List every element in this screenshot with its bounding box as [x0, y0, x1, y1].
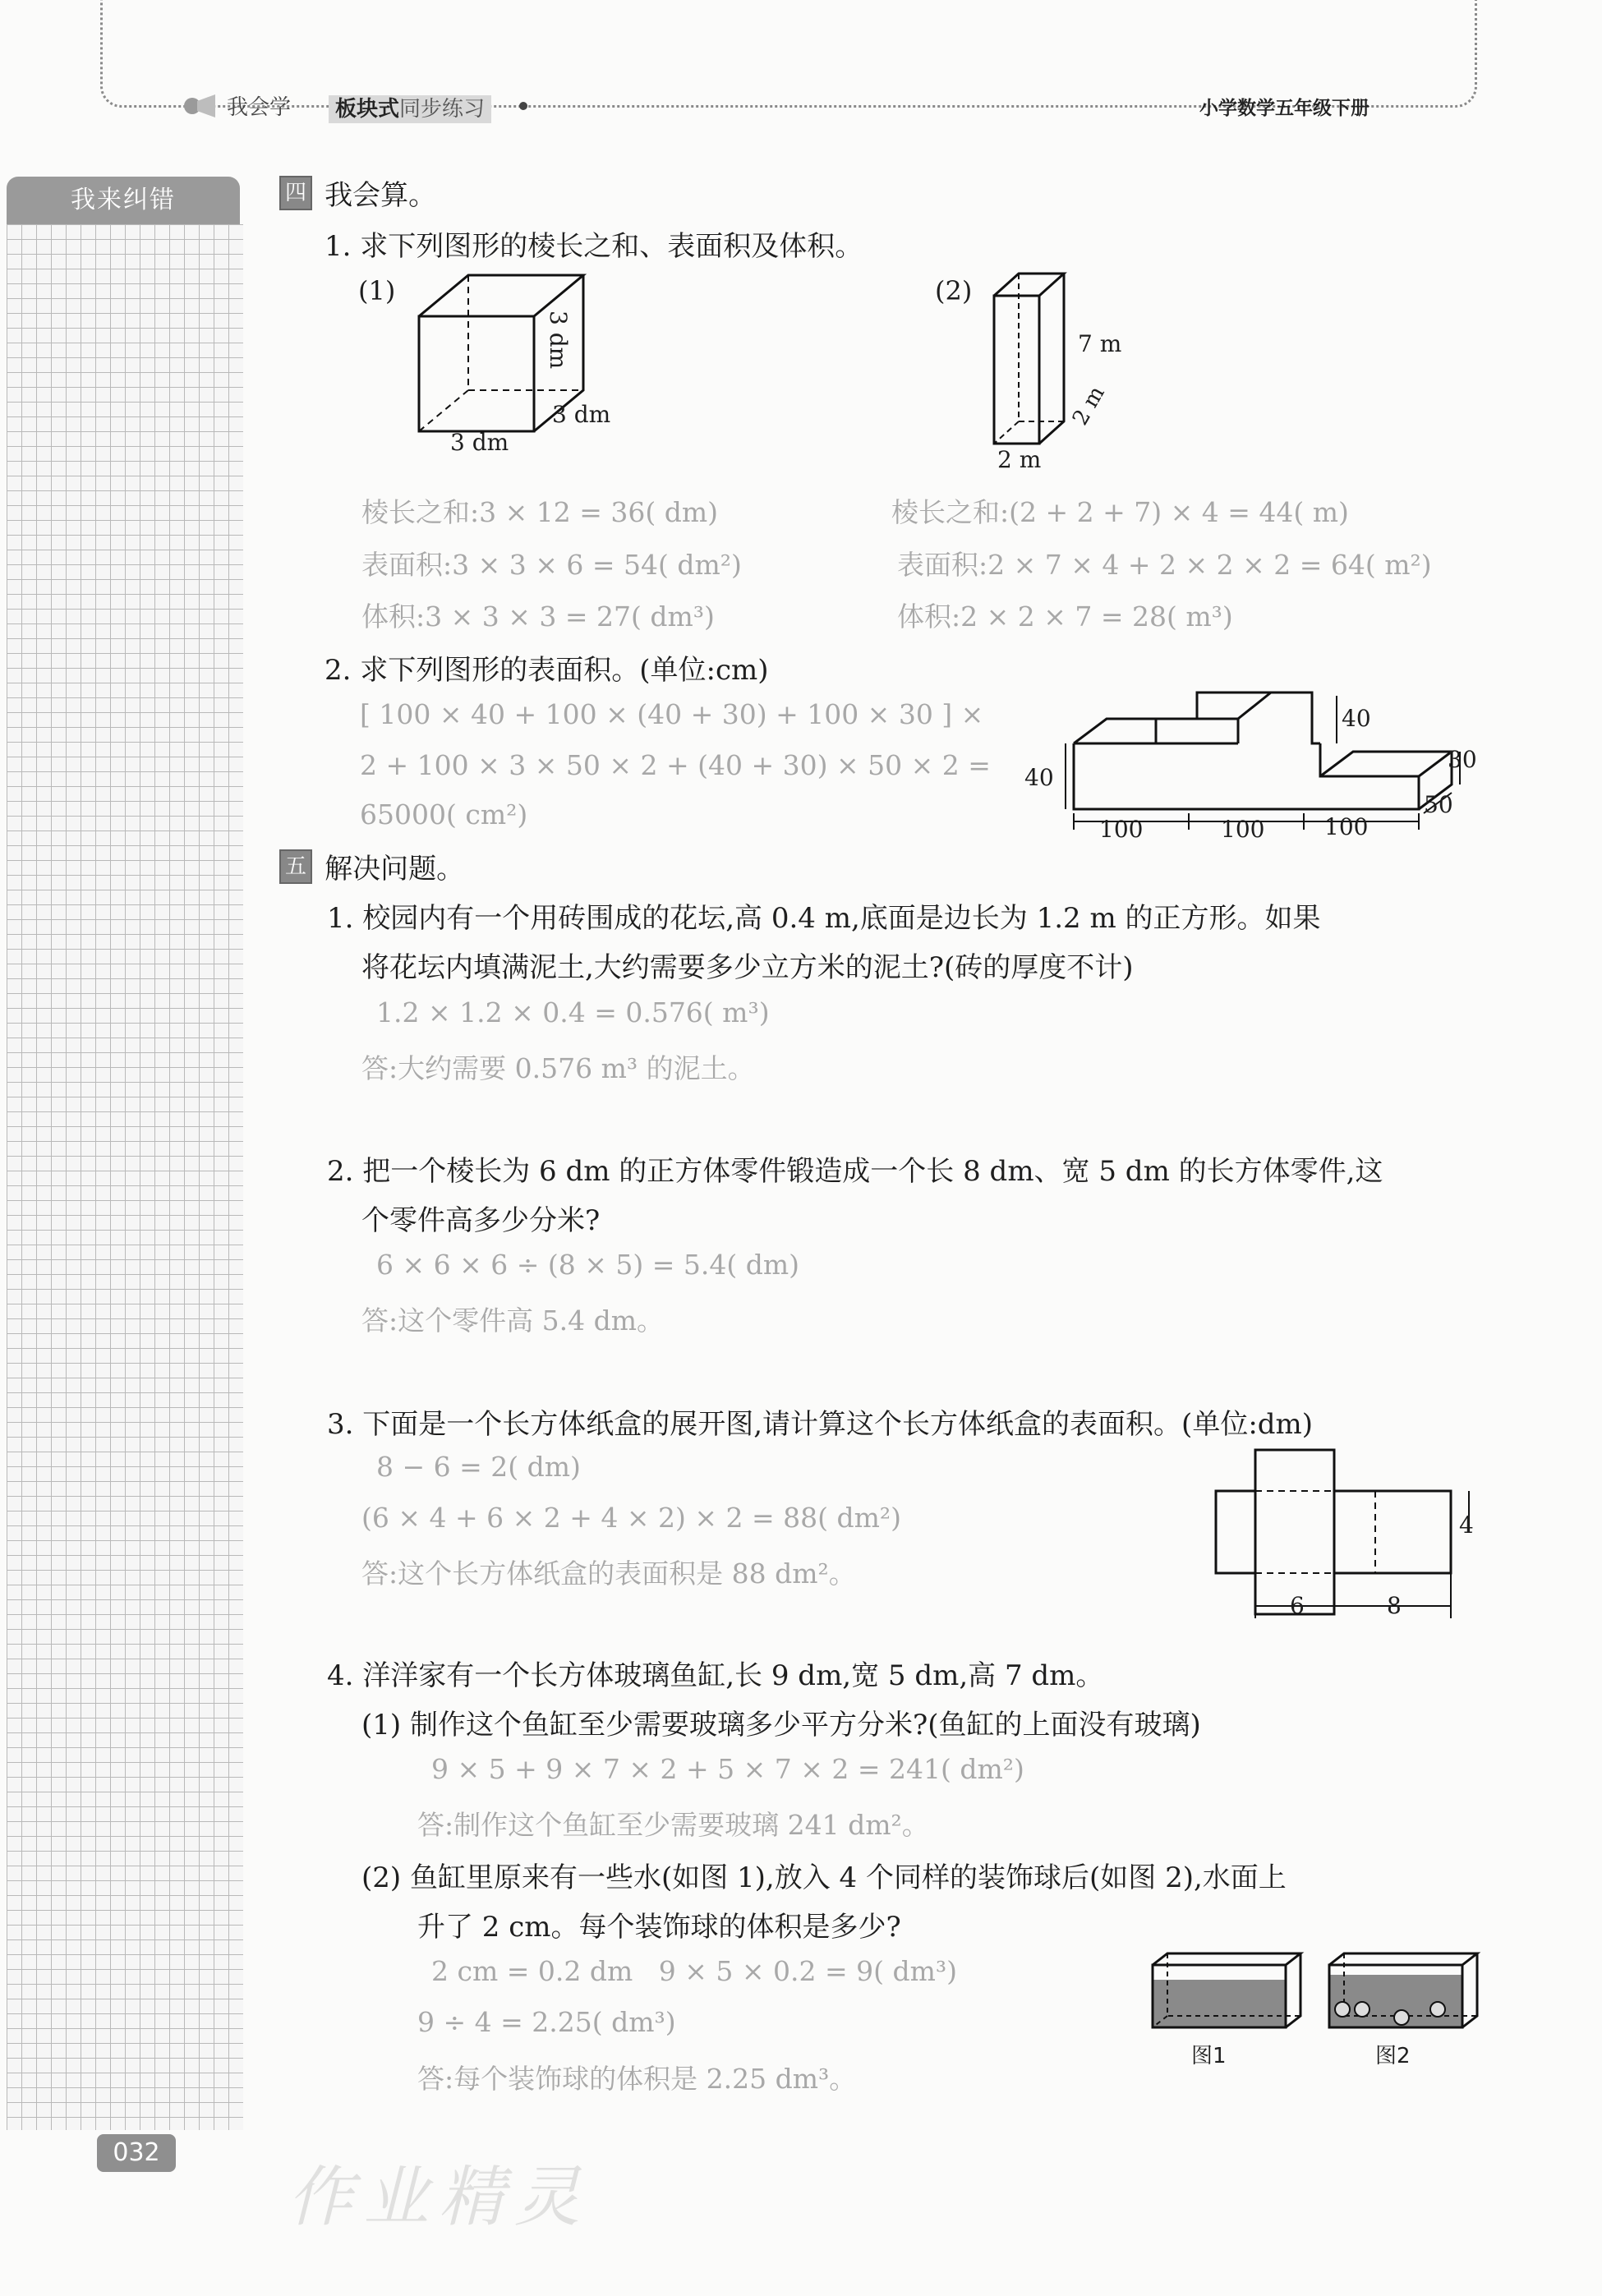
fig2-dim-width: 2 m [997, 446, 1042, 473]
page-number: 032 [97, 2134, 176, 2172]
p4-line: 4. 洋洋家有一个长方体玻璃鱼缸,长 9 dm,宽 5 dm,高 7 dm。 [327, 1659, 1104, 1692]
p1-answer-text: 答:大约需要 0.576 m³ 的泥土。 [361, 1052, 755, 1084]
p3-dim-height: 4 [1459, 1511, 1474, 1539]
p3-answer-calc2: (6 × 4 + 6 × 2 + 4 × 2) × 2 = 88( dm²) [361, 1502, 902, 1534]
book-title: 小学数学五年级下册 [1199, 98, 1370, 119]
section5-badge: 五 [279, 849, 312, 884]
p2-line1: 2. 把一个棱长为 6 dm 的正方体零件锻造成一个长 8 dm、宽 5 dm 的长方体零件,这 [327, 1155, 1383, 1188]
p1-answer-calc: 1.2 × 1.2 × 0.4 = 0.576( m³) [376, 996, 770, 1028]
p4-sub1: (1) 制作这个鱼缸至少需要玻璃多少平方分米?(鱼缸的上面没有玻璃) [361, 1709, 1201, 1742]
q2-answer-line3: 65000( cm²) [360, 798, 528, 831]
fig2-label: (2) [935, 275, 973, 306]
p2-answer-calc: 6 × 6 × 6 ÷ (8 × 5) = 5.4( dm) [376, 1249, 800, 1281]
series-sub: 同步练习 [399, 97, 486, 122]
fig2-answer-edges: 棱长之和:(2 + 2 + 7) × 4 = 44( m) [891, 496, 1349, 528]
tall-box-figure [986, 267, 1076, 456]
p4-ans1-text: 答:制作这个鱼缸至少需要玻璃 241 dm²。 [417, 1809, 929, 1841]
p4-ans2-calc1: 2 cm = 0.2 dm 9 × 5 × 0.2 = 9( dm³) [431, 1955, 957, 1987]
cube-figure [411, 267, 611, 464]
watermark: 作业精灵 [288, 2159, 590, 2235]
tank-figure-2 [1323, 1947, 1487, 2037]
box-net-figure [1208, 1442, 1487, 1631]
fig1-dim-depth: 3 dm [552, 401, 611, 428]
fig2-dim-depth: 2 m [1068, 382, 1110, 430]
fig2-answer-volume: 体积:2 × 2 × 7 = 28( m³) [897, 600, 1233, 633]
p3-answer-calc1: 8 − 6 = 2( dm) [376, 1451, 581, 1483]
series-main: 板块式 [335, 97, 400, 122]
header-dot [519, 102, 527, 110]
fig1-label: (1) [358, 275, 396, 306]
p4-sub2-line1: (2) 鱼缸里原来有一些水(如图 1),放入 4 个同样的装饰球后(如图 2),水面上 [361, 1861, 1287, 1894]
fig2-answer-area: 表面积:2 × 7 × 4 + 2 × 2 × 2 = 64( m²) [897, 549, 1432, 581]
q2-answer-line2: 2 + 100 × 3 × 50 × 2 + (40 + 30) × 50 × 2 = [360, 749, 991, 781]
section4-badge: 四 [279, 176, 312, 210]
logo-text: 我会学 [227, 95, 292, 120]
fig1-answer-edges: 棱长之和:3 × 12 = 36( dm) [361, 496, 719, 528]
header-logo [182, 90, 291, 121]
p3-line1: 3. 下面是一个长方体纸盒的展开图,请计算这个长方体纸盒的表面积。(单位:dm) [327, 1408, 1314, 1441]
megaphone-icon [182, 93, 222, 119]
header-frame [100, 0, 1477, 108]
p4-ans1-calc: 9 × 5 + 9 × 7 × 2 + 5 × 7 × 2 = 241( dm²) [431, 1753, 1024, 1785]
q2-dim-right-height: 30 [1448, 746, 1477, 773]
correction-grid [7, 224, 243, 2130]
p2-answer-text: 答:这个零件高 5.4 dm。 [361, 1304, 664, 1337]
q2-dim-width-2: 100 [1221, 816, 1265, 843]
fig1-answer-volume: 体积:3 × 3 × 3 = 27( dm³) [361, 600, 715, 633]
fig1-dim-height: 3 dm [545, 311, 572, 370]
p3-answer-text: 答:这个长方体纸盒的表面积是 88 dm²。 [361, 1558, 856, 1590]
p4-ans2-calc2: 9 ÷ 4 = 2.25( dm³) [417, 2006, 676, 2038]
tank-figure-2-label: 图2 [1375, 2044, 1411, 2068]
q2-dim-top-step: 40 [1342, 705, 1371, 732]
section5-heading [279, 846, 464, 886]
tank-figure-1-label: 图1 [1191, 2044, 1227, 2068]
p2-line2: 个零件高多少分米? [361, 1204, 601, 1237]
q2-answer-line1: [ 100 × 40 + 100 × (40 + 30) + 100 × 30 ] × [360, 698, 984, 730]
fig1-dim-width: 3 dm [450, 429, 509, 456]
tank-figure-1 [1146, 1947, 1310, 2037]
fig2-dim-height: 7 m [1078, 330, 1122, 357]
q2-dim-width-3: 100 [1324, 813, 1369, 840]
fig1-answer-area: 表面积:3 × 3 × 6 = 54( dm²) [361, 549, 742, 581]
q2-text: 2. 求下列图形的表面积。(单位:cm) [325, 654, 769, 687]
p3-dim-a: 6 [1290, 1592, 1305, 1619]
sidebar-tab: 我来纠错 [7, 177, 240, 224]
q2-dim-depth: 50 [1424, 791, 1453, 818]
p3-dim-b: 8 [1387, 1592, 1402, 1619]
p1-line1: 1. 校园内有一个用砖围成的花坛,高 0.4 m,底面是边长为 1.2 m 的正方形。如果 [327, 902, 1321, 935]
p4-sub2-line2: 升了 2 cm。每个装饰球的体积是多少? [417, 1911, 901, 1944]
section4-heading [279, 173, 436, 213]
series-label [329, 92, 491, 122]
section5-title: 解决问题。 [325, 853, 465, 886]
q1-text: 1. 求下列图形的棱长之和、表面积及体积。 [325, 230, 863, 263]
section4-title: 我会算。 [325, 179, 437, 212]
q2-dim-left-height: 40 [1024, 764, 1054, 791]
q2-dim-width-1: 100 [1099, 816, 1144, 843]
p1-line2: 将花坛内填满泥土,大约需要多少立方米的泥土?(砖的厚度不计) [361, 951, 1134, 984]
p4-ans2-text: 答:每个装饰球的体积是 2.25 dm³。 [417, 2063, 857, 2095]
